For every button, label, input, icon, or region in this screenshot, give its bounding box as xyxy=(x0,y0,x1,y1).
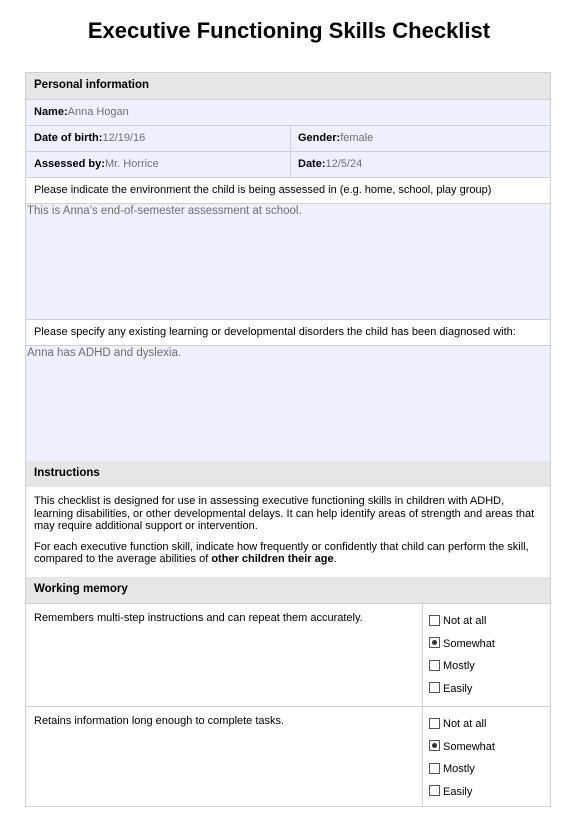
instructions-emphasis: other children their age xyxy=(211,553,334,565)
checklist-item-1 xyxy=(26,603,550,706)
checkbox-icon[interactable] xyxy=(429,718,440,729)
disorders-prompt: Please specify any existing learning or developmental disorders the child has been diagnosed with: xyxy=(26,319,550,345)
option-somewhat[interactable] xyxy=(429,740,495,754)
rating-options xyxy=(422,604,551,706)
option-label: Mostly xyxy=(443,660,475,672)
disorders-textarea[interactable]: Anna has ADHD and dyslexia. xyxy=(26,345,550,461)
column-divider xyxy=(290,152,291,177)
instructions-paragraph-2 xyxy=(34,541,538,566)
date-value: 12/5/24 xyxy=(325,158,363,170)
date-field[interactable] xyxy=(298,152,362,177)
checkbox-icon[interactable] xyxy=(429,682,440,693)
instructions-paragraph-1: This checklist is designed for use in assessing executive functioning skills in children with ADHD, learning disabilities, or other developmental delays. It can help identify areas of strength and areas that may require additional support or intervention. xyxy=(34,495,535,532)
section-header-personal: Personal information xyxy=(26,73,550,99)
item-question: Remembers multi-step instructions and can repeat them accurately. xyxy=(34,612,363,624)
option-label: Easily xyxy=(443,785,473,798)
name-label: Name: xyxy=(34,106,68,118)
gender-field[interactable] xyxy=(298,126,373,151)
section-header-instructions: Instructions xyxy=(26,461,550,487)
checkbox-icon[interactable] xyxy=(429,660,440,671)
assessor-field[interactable] xyxy=(34,152,159,177)
option-label: Not at all xyxy=(443,615,487,627)
option-easily[interactable] xyxy=(429,785,472,799)
option-label: Somewhat xyxy=(443,740,495,753)
page-title: Executive Functioning Skills Checklist xyxy=(87,18,491,43)
environment-textarea[interactable]: This is Anna’s end-of-semester assessment at school. xyxy=(26,203,550,319)
dob-value: 12/19/16 xyxy=(102,132,146,144)
date-label: Date: xyxy=(298,158,326,170)
checkbox-icon[interactable] xyxy=(429,615,440,626)
item-question: Retains information long enough to complete tasks. xyxy=(34,715,285,727)
option-label: Not at all xyxy=(443,718,487,730)
gender-label: Gender: xyxy=(298,132,341,144)
rating-options xyxy=(422,707,551,806)
dob-field[interactable] xyxy=(34,126,145,151)
option-easily[interactable] xyxy=(429,682,472,696)
checklist-form xyxy=(25,72,551,807)
instructions-body xyxy=(26,487,550,577)
gender-value: female xyxy=(340,132,374,144)
option-label: Somewhat xyxy=(443,637,495,650)
assessor-date-row xyxy=(26,151,550,177)
name-value: Anna Hogan xyxy=(67,106,129,118)
assessor-label: Assessed by: xyxy=(34,158,105,170)
option-mostly[interactable] xyxy=(429,762,475,776)
checkbox-icon[interactable] xyxy=(429,637,440,648)
assessor-value: Mr. Horrice xyxy=(104,158,159,170)
dob-label: Date of birth: xyxy=(34,132,103,144)
environment-prompt: Please indicate the environment the child is being assessed in (e.g. home, school, play group) xyxy=(26,177,550,203)
dob-gender-row xyxy=(26,125,550,151)
name-row[interactable] xyxy=(26,99,550,125)
section-header-working-memory: Working memory xyxy=(26,577,550,603)
option-not-at-all[interactable] xyxy=(429,717,486,731)
option-mostly[interactable] xyxy=(429,659,475,673)
checkbox-icon[interactable] xyxy=(429,785,440,796)
column-divider xyxy=(290,126,291,151)
checkbox-icon[interactable] xyxy=(429,740,440,751)
instructions-text: For each executive function skill, indicate how frequently or confidently that child can perform the skill, compared to the average abilities of xyxy=(34,540,529,565)
checklist-item-2 xyxy=(26,706,550,806)
checkbox-icon[interactable] xyxy=(429,763,440,774)
option-not-at-all[interactable] xyxy=(429,614,486,628)
instructions-text-end: . xyxy=(333,553,337,565)
option-label: Easily xyxy=(443,682,473,695)
option-label: Mostly xyxy=(443,763,475,775)
option-somewhat[interactable] xyxy=(429,637,495,651)
